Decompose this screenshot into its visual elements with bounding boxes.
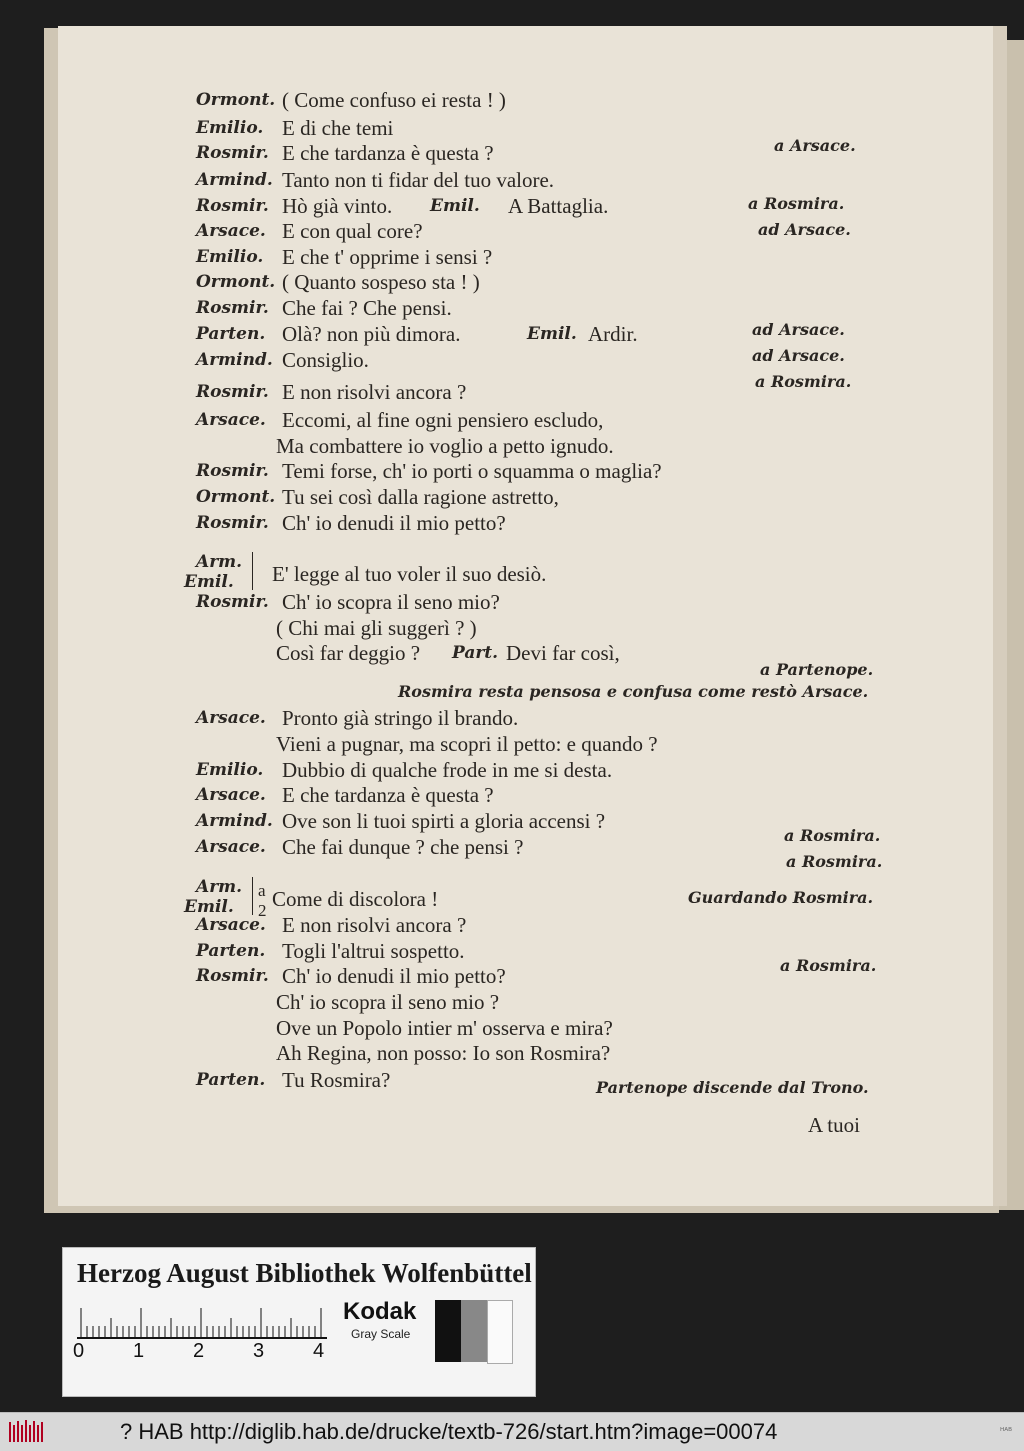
stage-direction: Partenope discende dal Trono. bbox=[596, 1078, 869, 1097]
verse-text: Devi far così, bbox=[506, 641, 620, 665]
verse-text: Tanto non ti fidar del tuo valore. bbox=[282, 168, 555, 192]
verse-text: Consiglio. bbox=[282, 348, 369, 372]
ruler-number: 3 bbox=[253, 1340, 265, 1362]
stage-direction: a Partenope. bbox=[760, 660, 874, 679]
speaker-name: Emil. bbox=[527, 324, 577, 344]
library-name: Herzog August Bibliothek Wolfenbüttel bbox=[77, 1258, 532, 1288]
verse-text: E che t' opprime i sensi ? bbox=[282, 245, 493, 269]
speaker-name: Ormont. bbox=[196, 272, 276, 292]
speaker-name: Rosmir. bbox=[196, 592, 269, 612]
viewer-footer bbox=[0, 1412, 1024, 1451]
verse-text: Ove son li tuoi spirti a gloria accensi ? bbox=[282, 809, 606, 833]
verse-text: Ch' io scopra il seno mio? bbox=[282, 590, 500, 614]
stage-direction: ad Arsace. bbox=[752, 320, 845, 339]
black-patch bbox=[435, 1300, 461, 1362]
speaker-name: Arsace. bbox=[196, 410, 266, 430]
verse-text: ( Come confuso ei resta ! ) bbox=[282, 88, 506, 112]
stage-direction: a Rosmira. bbox=[784, 826, 881, 845]
color-target-card bbox=[62, 1247, 536, 1397]
speaker-name: Emil. bbox=[184, 572, 234, 592]
verse-text: Ma combattere io voglio a petto ignudo. bbox=[276, 434, 614, 458]
stage-direction: a Rosmira. bbox=[748, 194, 845, 213]
speaker-name: Rosmir. bbox=[196, 196, 269, 216]
verse-text: Tu sei così dalla ragione astretto, bbox=[282, 485, 559, 509]
verse-text: E di che temi bbox=[282, 116, 394, 140]
speaker-name: Arm. bbox=[196, 877, 243, 897]
speaker-name: Rosmir. bbox=[196, 382, 269, 402]
speaker-name: Arsace. bbox=[196, 708, 266, 728]
speaker-name: Emilio. bbox=[196, 247, 264, 267]
speaker-name: Parten. bbox=[196, 941, 266, 961]
stage-direction: a Arsace. bbox=[774, 136, 856, 155]
stage-direction: Rosmira resta pensosa e confusa come restò Arsace. bbox=[398, 682, 869, 701]
verse-text: ( Chi mai gli suggerì ? ) bbox=[276, 616, 477, 640]
speaker-name: Rosmir. bbox=[196, 966, 269, 986]
verse-text: A Battaglia. bbox=[508, 194, 609, 218]
white-patch bbox=[487, 1300, 513, 1364]
speaker-name: Emilio. bbox=[196, 760, 264, 780]
speaker-name: Parten. bbox=[196, 324, 266, 344]
source-link[interactable]: ? HAB http://diglib.hab.de/drucke/textb-726/start.htm?image=00074 bbox=[120, 1419, 778, 1444]
verse-text: Che fai ? Che pensi. bbox=[282, 296, 452, 320]
speaker-name: Armind. bbox=[196, 350, 273, 370]
verse-text: Ove un Popolo intier m' osserva e mira? bbox=[276, 1016, 613, 1040]
speaker-name: Rosmir. bbox=[196, 143, 269, 163]
speaker-name: Armind. bbox=[196, 811, 273, 831]
measurement-ruler bbox=[77, 1300, 387, 1340]
kodak-logo: Kodak bbox=[343, 1298, 417, 1325]
speaker-name: Ormont. bbox=[196, 487, 276, 507]
verse-text: Che fai dunque ? che pensi ? bbox=[282, 835, 524, 859]
gray-patch bbox=[461, 1300, 487, 1362]
ruler-number: 1 bbox=[133, 1340, 145, 1362]
verse-text: Ah Regina, non posso: Io son Rosmira? bbox=[276, 1041, 611, 1065]
verse-text: E che tardanza è questa ? bbox=[282, 141, 494, 165]
stage-direction: Guardando Rosmira. bbox=[688, 888, 874, 907]
verse-text: Olà? non più dimora. bbox=[282, 322, 461, 346]
stage-direction: a Rosmira. bbox=[786, 852, 883, 871]
speaker-name: Arsace. bbox=[196, 221, 266, 241]
verse-text: Temi forse, ch' io porti o squamma o maglia? bbox=[282, 459, 662, 483]
speaker-bracket bbox=[252, 552, 257, 590]
verse-text: Hò già vinto. bbox=[282, 194, 393, 218]
speaker-name: Emilio. bbox=[196, 118, 264, 138]
verse-text: Eccomi, al fine ogni pensiero escludo, bbox=[282, 408, 604, 432]
speaker-name: Emil. bbox=[184, 897, 234, 917]
verse-text: Come di discolora ! bbox=[272, 887, 439, 911]
verse-text: Togli l'altrui sospetto. bbox=[282, 939, 465, 963]
ruler-number: 2 bbox=[193, 1340, 205, 1362]
ruler-number: 4 bbox=[313, 1340, 325, 1362]
ruler-number: 0 bbox=[73, 1340, 85, 1362]
speaker-name: Part. bbox=[452, 643, 499, 663]
verse-text: Vieni a pugnar, ma scopri il petto: e quando ? bbox=[276, 732, 658, 756]
speaker-name: Parten. bbox=[196, 1070, 266, 1090]
verse-text: E non risolvi ancora ? bbox=[282, 913, 467, 937]
speaker-name: Rosmir. bbox=[196, 461, 269, 481]
verse-text: Ch' io scopra il seno mio ? bbox=[276, 990, 500, 1014]
verse-text: E con qual core? bbox=[282, 219, 423, 243]
verse-text: E che tardanza è questa ? bbox=[282, 783, 494, 807]
speaker-name: Arsace. bbox=[196, 915, 266, 935]
a-due-marker: a 2 bbox=[258, 881, 267, 920]
verse-text: Dubbio di qualche frode in me si desta. bbox=[282, 758, 613, 782]
verse-text: Ch' io denudi il mio petto? bbox=[282, 511, 506, 535]
speaker-name: Armind. bbox=[196, 170, 273, 190]
speaker-name: Arsace. bbox=[196, 837, 266, 857]
speaker-name: Rosmir. bbox=[196, 298, 269, 318]
ruler-numbers bbox=[73, 1340, 393, 1366]
verse-text: Così far deggio ? bbox=[276, 641, 421, 665]
speaker-name: Emil. bbox=[430, 196, 480, 216]
verse-text: Tu Rosmira? bbox=[282, 1068, 391, 1092]
gray-scale-label: Gray Scale bbox=[351, 1327, 411, 1341]
verse-text: E non risolvi ancora ? bbox=[282, 380, 467, 404]
stage-direction: a Rosmira. bbox=[755, 372, 852, 391]
speaker-name: Arm. bbox=[196, 552, 243, 572]
speaker-name: Ormont. bbox=[196, 90, 276, 110]
speaker-bracket bbox=[252, 877, 257, 915]
verse-text: ( Quanto sospeso sta ! ) bbox=[282, 270, 480, 294]
stage-direction: ad Arsace. bbox=[758, 220, 851, 239]
stage-direction: ad Arsace. bbox=[752, 346, 845, 365]
speaker-name: Arsace. bbox=[196, 785, 266, 805]
hab-logo-icon bbox=[8, 1419, 46, 1445]
stage-direction: a Rosmira. bbox=[780, 956, 877, 975]
footer-mark: ᴴᴬᴮ bbox=[999, 1427, 1012, 1437]
speaker-name: Rosmir. bbox=[196, 513, 269, 533]
catchword: A tuoi bbox=[808, 1113, 860, 1137]
verse-text: Ch' io denudi il mio petto? bbox=[282, 964, 506, 988]
verse-text: Pronto già stringo il brando. bbox=[282, 706, 519, 730]
verse-text: Ardir. bbox=[588, 322, 638, 346]
verse-text: E' legge al tuo voler il suo desiò. bbox=[272, 562, 547, 586]
